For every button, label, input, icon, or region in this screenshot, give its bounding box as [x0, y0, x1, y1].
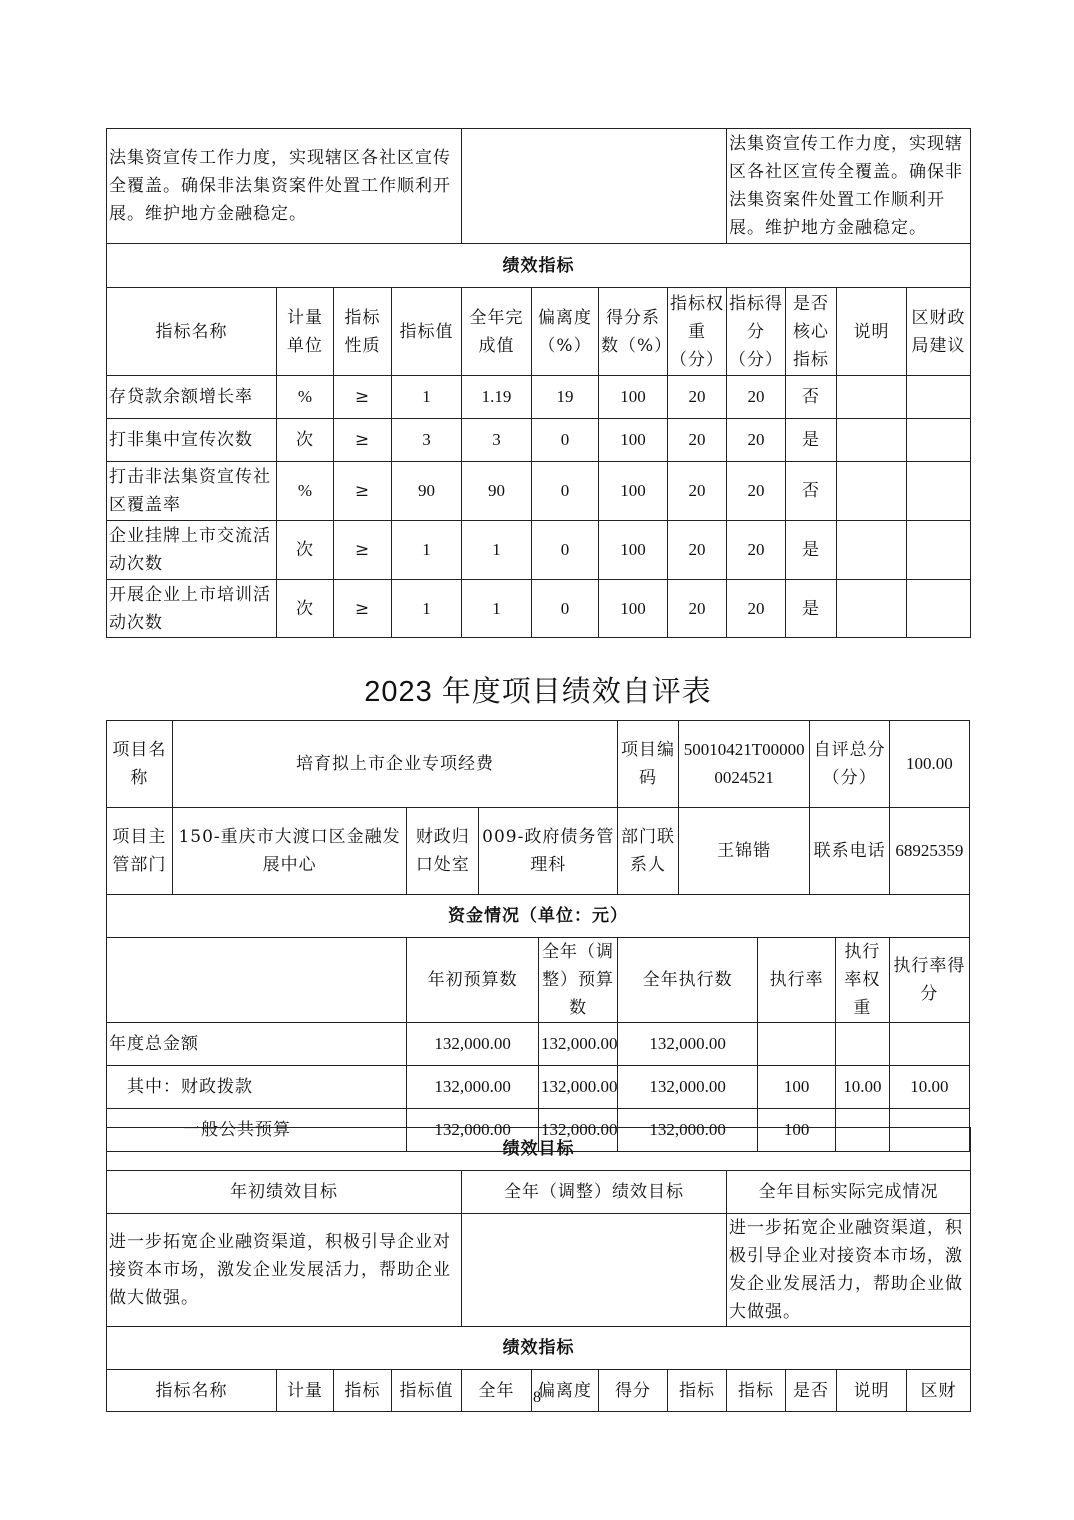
- funds-header-blank: [107, 938, 407, 1023]
- funds-heading: 资金情况（单位：元）: [107, 895, 970, 938]
- indicator-name: 开展企业上市培训活动次数: [107, 580, 277, 638]
- table-row: [107, 521, 971, 580]
- header-advice: 区财: [907, 1370, 971, 1412]
- funds-executed: 132,000.00: [618, 1109, 758, 1152]
- header-deviation: 偏离度: [532, 1370, 599, 1412]
- goal-actual-text: 进一步拓宽企业融资渠道，积极引导企业对接资本市场，激发企业发展活力，帮助企业做大做强。: [727, 1214, 971, 1327]
- goal-adjusted-text: [462, 1214, 727, 1327]
- funds-executed: 132,000.00: [618, 1023, 758, 1066]
- indicator-nature: ≥: [334, 462, 392, 521]
- header-note: 说明: [837, 1370, 907, 1412]
- indicator-completed: 1.19: [462, 376, 532, 419]
- phone-label: 联系电话: [810, 808, 889, 895]
- goal-text-initial: 法集资宣传工作力度，实现辖区各社区宣传全覆盖。确保非法集资案件处置工作顺利开展。维护地方金融稳定。: [107, 129, 462, 244]
- indicator-weight: 20: [668, 419, 727, 462]
- funds-header-rate: 执行率: [758, 938, 836, 1023]
- indicator-deviation: 0: [532, 521, 599, 580]
- indicator-deviation: 0: [532, 419, 599, 462]
- goals-header-row: [107, 1171, 971, 1214]
- funds-rate: [758, 1023, 836, 1066]
- indicators-heading: 绩效指标: [107, 1327, 971, 1370]
- self-score-label: 自评总分（分）: [810, 721, 889, 808]
- self-score: 100.00: [889, 721, 969, 808]
- indicator-core: 否: [786, 376, 837, 419]
- indicator-score: 20: [727, 376, 786, 419]
- indicator-completed: 1: [462, 580, 532, 638]
- indicator-target: 90: [392, 462, 462, 521]
- indicator-completed: 3: [462, 419, 532, 462]
- header-unit: 计量: [277, 1370, 334, 1412]
- indicator-nature: ≥: [334, 521, 392, 580]
- indicator-note: [837, 419, 907, 462]
- funds-initial: 132,000.00: [407, 1109, 539, 1152]
- header-completed: 全年完成值: [462, 288, 532, 376]
- project-name-label: 项目名称: [107, 721, 173, 808]
- indicator-core: 是: [786, 580, 837, 638]
- funds-rate: 100: [758, 1109, 836, 1152]
- indicator-advice: [907, 462, 971, 521]
- indicator-note: [837, 462, 907, 521]
- indicator-score: 20: [727, 580, 786, 638]
- indicator-note: [837, 376, 907, 419]
- header-weight: 指标: [668, 1370, 727, 1412]
- funds-header-executed: 全年执行数: [618, 938, 758, 1023]
- indicator-score: 20: [727, 419, 786, 462]
- goal-adjusted-label: 全年（调整）绩效目标: [462, 1171, 727, 1214]
- header-indicator-name: 指标名称: [107, 288, 277, 376]
- indicator-coef: 100: [599, 462, 668, 521]
- header-indicator-name: 指标名称: [107, 1370, 277, 1412]
- header-coef: 得分: [599, 1370, 668, 1412]
- indicator-weight: 20: [668, 462, 727, 521]
- funds-rate-score: 10.00: [889, 1066, 969, 1109]
- funds-row-label: 一般公共预算: [107, 1109, 407, 1152]
- office-name: 009-政府债务管理科: [479, 808, 618, 895]
- funds-header-row: [107, 938, 970, 1023]
- funds-header-adjusted: 全年（调整）预算数: [538, 938, 617, 1023]
- funds-initial: 132,000.00: [407, 1066, 539, 1109]
- funds-adjusted: 132,000.00: [538, 1066, 617, 1109]
- indicator-target: 3: [392, 419, 462, 462]
- indicator-nature: ≥: [334, 376, 392, 419]
- header-nature: 指标: [334, 1370, 392, 1412]
- indicators-heading: 绩效指标: [107, 244, 971, 288]
- indicator-score: 20: [727, 521, 786, 580]
- indicator-coef: 100: [599, 419, 668, 462]
- header-score: 指标得分（分）: [727, 288, 786, 376]
- indicator-unit: 次: [277, 521, 334, 580]
- indicator-advice: [907, 521, 971, 580]
- funds-rate: 100: [758, 1066, 836, 1109]
- header-note: 说明: [837, 288, 907, 376]
- indicator-unit: 次: [277, 419, 334, 462]
- funds-row-label: 其中：财政拨款: [107, 1066, 407, 1109]
- indicator-weight: 20: [668, 521, 727, 580]
- project-row-2: [107, 808, 970, 895]
- project-code: 50010421T000000024521: [678, 721, 810, 808]
- indicator-name: 企业挂牌上市交流活动次数: [107, 521, 277, 580]
- indicator-weight: 20: [668, 580, 727, 638]
- table-row: [107, 462, 971, 521]
- indicator-core: 是: [786, 521, 837, 580]
- project-code-label: 项目编码: [618, 721, 679, 808]
- header-target: 指标值: [392, 288, 462, 376]
- indicator-deviation: 19: [532, 376, 599, 419]
- funds-executed: 132,000.00: [618, 1066, 758, 1109]
- indicator-unit: %: [277, 462, 334, 521]
- page-title: 2023 年度项目绩效自评表: [364, 676, 712, 708]
- funds-rate-weight: [836, 1023, 889, 1066]
- goal-text-adjusted: [462, 129, 727, 244]
- indicator-note: [837, 521, 907, 580]
- header-weight: 指标权重（分）: [668, 288, 727, 376]
- indicator-unit: 次: [277, 580, 334, 638]
- funds-header-initial: 年初预算数: [407, 938, 539, 1023]
- header-coef: 得分系数（%）: [599, 288, 668, 376]
- dept-name: 150-重庆市大渡口区金融发展中心: [172, 808, 407, 895]
- indicator-target: 1: [392, 376, 462, 419]
- funds-initial: 132,000.00: [407, 1023, 539, 1066]
- indicator-name: 打非集中宣传次数: [107, 419, 277, 462]
- indicator-deviation: 0: [532, 462, 599, 521]
- header-core: 是否: [786, 1370, 837, 1412]
- goal-text-row: [107, 129, 971, 244]
- funds-adjusted: 132,000.00: [538, 1109, 617, 1152]
- indicator-unit: %: [277, 376, 334, 419]
- funds-header-rate-weight: 执行率权重: [836, 938, 889, 1023]
- dept-label: 项目主管部门: [107, 808, 173, 895]
- project-info-table: [106, 720, 970, 1152]
- goals-text-row: [107, 1214, 971, 1327]
- funds-rate-score: [889, 1023, 969, 1066]
- header-completed: 全年: [462, 1370, 532, 1412]
- project-row-1: [107, 721, 970, 808]
- contact-name: 王锦锴: [678, 808, 810, 895]
- funds-adjusted: 132,000.00: [538, 1023, 617, 1066]
- indicator-name: 打击非法集资宣传社区覆盖率: [107, 462, 277, 521]
- header-score: 指标: [727, 1370, 786, 1412]
- indicator-core: 否: [786, 462, 837, 521]
- project-name: 培育拟上市企业专项经费: [172, 721, 617, 808]
- office-label: 财政归口处室: [407, 808, 479, 895]
- table-row: [107, 419, 971, 462]
- goals-heading: 绩效目标: [107, 1128, 971, 1171]
- indicator-name: 存贷款余额增长率: [107, 376, 277, 419]
- goal-text-actual: 法集资宣传工作力度，实现辖区各社区宣传全覆盖。确保非法集资案件处置工作顺利开展。维护地方金融稳定。: [727, 129, 971, 244]
- header-nature: 指标性质: [334, 288, 392, 376]
- indicator-advice: [907, 419, 971, 462]
- indicator-nature: ≥: [334, 419, 392, 462]
- indicator-coef: 100: [599, 521, 668, 580]
- indicators-table-continued: [106, 128, 971, 638]
- header-target: 指标值: [392, 1370, 462, 1412]
- goals-table: [106, 1127, 971, 1412]
- table-row: [107, 1023, 970, 1066]
- indicator-target: 1: [392, 580, 462, 638]
- table-row: [107, 580, 971, 638]
- goal-actual-label: 全年目标实际完成情况: [727, 1171, 971, 1214]
- funds-row-label: 年度总金额: [107, 1023, 407, 1066]
- indicator-completed: 90: [462, 462, 532, 521]
- indicator-advice: [907, 580, 971, 638]
- header-unit: 计量单位: [277, 288, 334, 376]
- funds-rate-weight: 10.00: [836, 1066, 889, 1109]
- indicator-target: 1: [392, 521, 462, 580]
- table-row: [107, 1066, 970, 1109]
- goal-initial-text: 进一步拓宽企业融资渠道，积极引导企业对接资本市场，激发企业发展活力，帮助企业做大做强。: [107, 1214, 462, 1327]
- indicator-coef: 100: [599, 580, 668, 638]
- phone-number: 68925359: [889, 808, 969, 895]
- contact-label: 部门联系人: [618, 808, 679, 895]
- page-number: 8: [533, 1389, 541, 1406]
- indicator-completed: 1: [462, 521, 532, 580]
- table-row: [107, 376, 971, 419]
- indicators-header-row: [107, 288, 971, 376]
- indicator-core: 是: [786, 419, 837, 462]
- indicator-score: 20: [727, 462, 786, 521]
- indicator-nature: ≥: [334, 580, 392, 638]
- indicator-note: [837, 580, 907, 638]
- header-advice: 区财政局建议: [907, 288, 971, 376]
- indicator-advice: [907, 376, 971, 419]
- header-core: 是否核心指标: [786, 288, 837, 376]
- indicator-coef: 100: [599, 376, 668, 419]
- header-deviation: 偏离度（%）: [532, 288, 599, 376]
- goal-initial-label: 年初绩效目标: [107, 1171, 462, 1214]
- funds-header-rate-score: 执行率得分: [889, 938, 969, 1023]
- indicator-deviation: 0: [532, 580, 599, 638]
- indicator-weight: 20: [668, 376, 727, 419]
